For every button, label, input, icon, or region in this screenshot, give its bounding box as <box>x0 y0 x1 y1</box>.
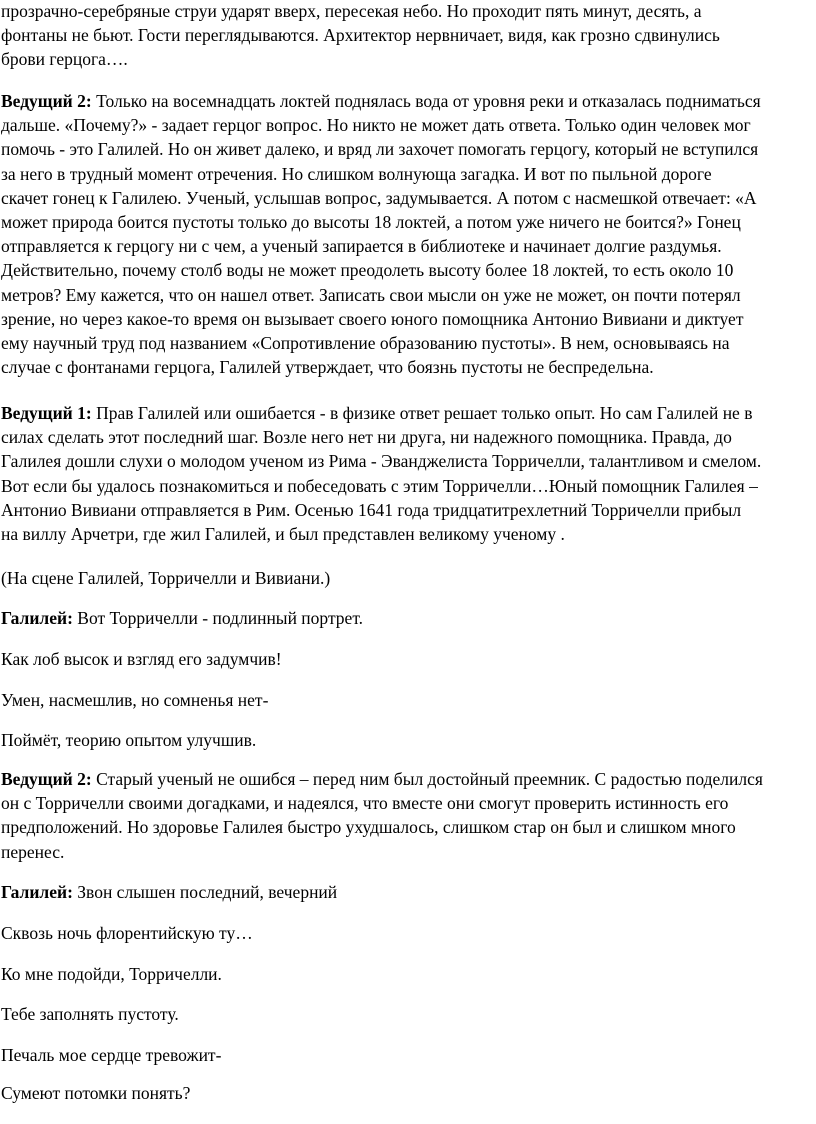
text-line: он с Торричелли своими догадками, и надеялся, что вместе они смогут проверить истинность его <box>1 793 729 814</box>
verse-line <box>1 1081 815 1105</box>
verse-line <box>1 921 815 945</box>
text-line: Печаль мое сердце тревожит- <box>1 1045 222 1065</box>
text-line: предположений. Но здоровье Галилея быстро ухудшалось, слишком стар он был и слишком много <box>1 817 736 838</box>
speech-text: Только на восемнадцать локтей поднялась вода от уровня реки и отказалась подниматься <box>91 91 761 111</box>
verse-line <box>1 1002 815 1026</box>
text-line <box>1 767 815 791</box>
text-line: на виллу Арчетри, где жил Галилей, и был представлен великому ученому . <box>1 524 565 545</box>
text-line: Галилея дошли слухи о молодом ученом из Рима - Эванджелиста Торричелли, талантливом и смелом. <box>1 451 762 472</box>
text-line: прозрачно-серебряные струи ударят вверх, пересекая небо. Но проходит пять минут, десять, а <box>1 1 702 21</box>
text-line: Как лоб высок и взгляд его задумчив! <box>1 649 282 669</box>
verse-line <box>1 962 815 986</box>
host-2-paragraph <box>1 767 815 864</box>
speaker-label: Ведущий 2: <box>1 91 92 111</box>
galileo-line <box>1 880 815 904</box>
stage-direction <box>1 566 815 590</box>
text-line: Тебе заполнять пустоту. <box>1 1004 179 1024</box>
text-line: помочь - это Галилей. Но он живет далеко, и вряд ли захочет помогать герцогу, который не вступился <box>1 139 759 160</box>
verse-line <box>1 1043 815 1067</box>
text-line: Поймёт, теорию опытом улучшив. <box>1 730 257 750</box>
text-line: метров? Ему кажется, что он нашел ответ. Записать свои мысли он уже не может, он почти потерял <box>1 284 741 305</box>
speech-text: Вот Торричелли - подлинный портрет. <box>72 608 364 628</box>
text-line: Действительно, почему столб воды не может преодолеть высоту более 18 локтей, то есть около 10 <box>1 260 734 281</box>
text-line <box>1 606 815 630</box>
host-1-paragraph <box>1 401 815 546</box>
text-line: фонтаны не бьют. Гости переглядываются. Архитектор нервничает, видя, как грозно сдвинулись <box>1 25 720 46</box>
speaker-label: Галилей: <box>1 608 73 628</box>
speech-text: Старый ученый не ошибся – перед ним был достойный преемник. С радостью поделился <box>91 769 763 789</box>
text-line <box>1 89 815 113</box>
text-line: за него в трудный момент отречения. Но слишком волнующа загадка. И вот по пыльной дороге <box>1 163 712 184</box>
speaker-label: Галилей: <box>1 882 73 902</box>
verse-line <box>1 647 815 671</box>
speaker-label: Ведущий 2: <box>1 769 92 789</box>
galileo-line <box>1 606 815 630</box>
speaker-label: Ведущий 1: <box>1 403 92 423</box>
text-line: зрение, но через какое-то время он вызывает своего юного помощника Антонио Вивиани и диктует <box>1 308 744 329</box>
text-line: случае с фонтанами герцога, Галилей утверждает, что боязнь пустоты не беспредельна. <box>1 357 654 378</box>
speech-text: Прав Галилей или ошибается - в физике ответ решает только опыт. Но сам Галилей не в <box>91 403 753 423</box>
text-line: отправляется к герцогу ни с чем, а ученый запирается в библиотеке и начинает долгие раздумья. <box>1 236 722 257</box>
text-line <box>1 401 815 425</box>
text-line: силах сделать этот последний шаг. Возле него нет ни друга, ни надежного помощника. Правда, до <box>1 427 732 448</box>
text-line: Антонио Вивиани отправляется в Рим. Осенью 1641 года тридцатитрехлетний Торричелли прибыл <box>1 499 742 520</box>
speech-text: Звон слышен последний, вечерний <box>72 882 338 902</box>
text-line: ему научный труд под названием «Сопротивление образованию пустоты». В нем, основываясь на <box>1 333 730 354</box>
text-line: Ко мне подойди, Торричелли. <box>1 964 222 984</box>
text-line: Сумеют потомки понять? <box>1 1083 191 1103</box>
verse-line <box>1 728 815 752</box>
text-line: Сквозь ночь флорентийскую ту… <box>1 923 253 943</box>
text-line: Умен, насмешлив, но сомненья нет- <box>1 690 269 710</box>
text-line: (На сцене Галилей, Торричелли и Вивиани.) <box>1 568 331 588</box>
text-line: может природа боится пустоты только до высоты 18 локтей, а потом уже ничего не боится?» Гонец <box>1 212 741 233</box>
narrative-paragraph <box>1 0 815 72</box>
text-line: перенес. <box>1 841 65 862</box>
host-2-paragraph <box>1 89 815 379</box>
text-line <box>1 880 815 904</box>
text-line: Вот если бы удалось познакомиться и побеседовать с этим Торричелли…Юный помощник Галилея – <box>1 475 758 496</box>
text-line: брови герцога…. <box>1 49 128 70</box>
verse-line <box>1 688 815 712</box>
text-line: скачет гонец к Галилею. Ученый, услышав вопрос, задумывается. А потом с насмешкой отвечает: «А <box>1 187 757 208</box>
text-line: дальше. «Почему?» - задает герцог вопрос. Но никто не может дать ответа. Только один человек мог <box>1 115 751 136</box>
